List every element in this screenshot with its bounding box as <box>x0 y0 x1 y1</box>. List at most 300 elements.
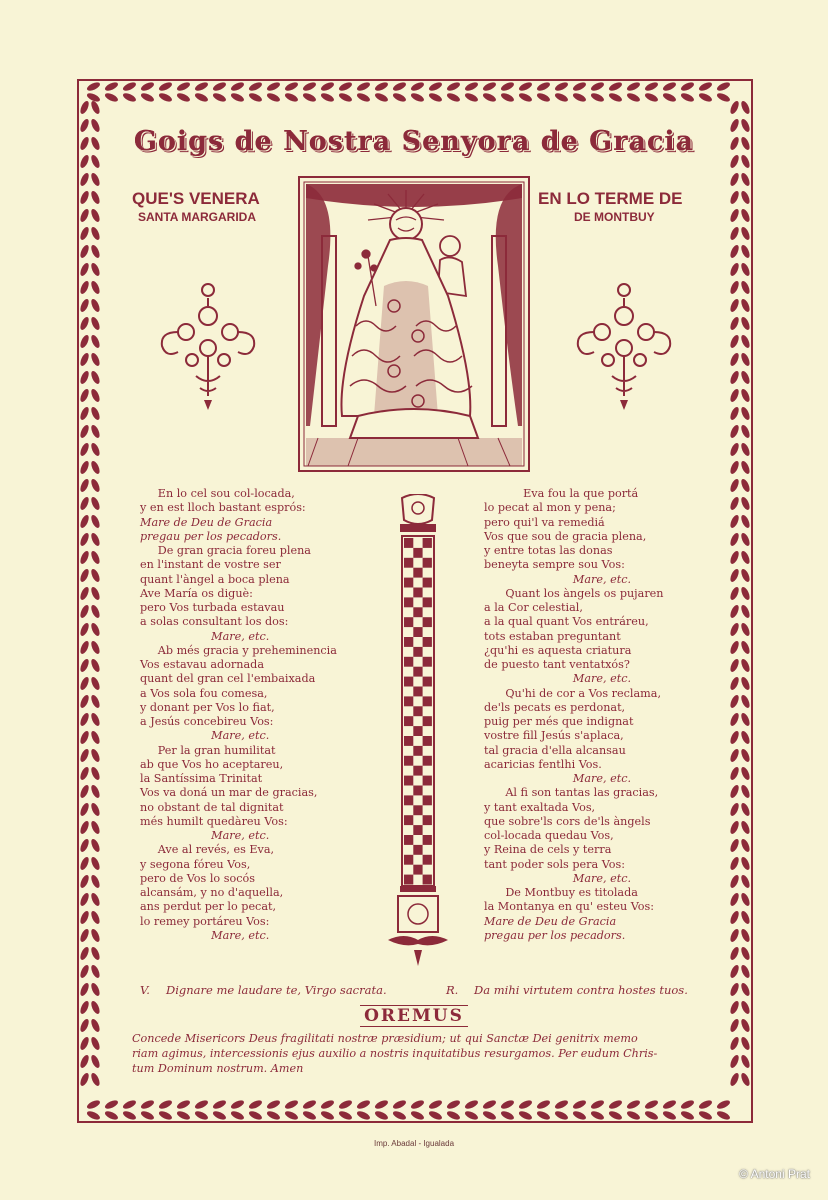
verse-line: Mare, etc. <box>140 729 270 743</box>
pillar-check <box>404 617 413 627</box>
border-leaf <box>518 81 533 104</box>
pillar-check <box>413 706 422 716</box>
verse-line: y en est lloch bastant esprós: <box>140 501 306 515</box>
border-leaf <box>230 81 245 104</box>
verse-line: a Vos sola fou comesa, <box>140 686 268 700</box>
border-leaf <box>410 1099 425 1122</box>
border-leaf <box>729 388 752 403</box>
pillar-check <box>413 607 422 617</box>
prayer-line: tum Dominum nostrum. Amen <box>132 1062 304 1075</box>
pillar-check <box>423 538 432 548</box>
border-leaf <box>608 81 623 104</box>
border-leaf <box>729 262 752 277</box>
border-leaf <box>140 1099 155 1122</box>
border-leaf <box>392 81 407 104</box>
pillar-check <box>404 756 413 766</box>
border-leaf <box>428 1099 443 1122</box>
border-leaf <box>79 190 102 205</box>
border-leaf <box>729 550 752 565</box>
border-leaf <box>729 352 752 367</box>
border-leaf <box>536 1099 551 1122</box>
pillar-check <box>423 677 432 687</box>
ornamental-column-icon <box>388 494 448 969</box>
border-leaf <box>248 81 263 104</box>
border-leaf <box>79 928 102 943</box>
border-leaf <box>729 1036 752 1051</box>
verse-line: ¿qu'hi es aquesta criatura <box>484 643 632 657</box>
border-leaf <box>729 712 752 727</box>
border-leaf <box>446 81 461 104</box>
verse-line: la Santíssima Trinitat <box>140 772 263 785</box>
verse-line: no obstant de tal dignitat <box>140 800 284 814</box>
pillar-check <box>423 815 432 825</box>
border-leaf <box>729 496 752 511</box>
border-leaf <box>729 820 752 835</box>
prayer-line: Concede Misericors Deus fragilitati nostræ præsidium; ut qui Sanctæ Dei genitrix memo <box>132 1032 638 1045</box>
border-leaf <box>729 748 752 763</box>
border-leaf <box>79 352 102 367</box>
border-leaf <box>729 442 752 457</box>
verse-line: En lo cel sou col-locada, <box>140 487 295 500</box>
border-leaf <box>79 298 102 313</box>
border-leaf <box>79 460 102 475</box>
border-leaf <box>320 1099 335 1122</box>
subtitle-left-line2: SANTA MARGARIDA <box>138 210 256 224</box>
verse-line: pero qui'l va remediá <box>484 515 605 529</box>
border-leaf <box>536 81 551 104</box>
border-leaf <box>428 81 443 104</box>
border-leaf <box>122 1099 137 1122</box>
border-leaf <box>158 1099 173 1122</box>
border-leaf <box>79 1072 102 1087</box>
pillar-check <box>404 696 413 706</box>
border-leaf <box>729 730 752 745</box>
border-leaf <box>729 892 752 907</box>
pillar-check <box>423 637 432 647</box>
border-leaf <box>79 802 102 817</box>
right-floral-ornament-icon <box>572 276 676 412</box>
pillar-check <box>423 795 432 805</box>
border-leaf <box>729 910 752 925</box>
border-leaf <box>79 910 102 925</box>
verse-line: de puesto tant ventatxós? <box>484 658 630 671</box>
pillar-check <box>413 865 422 875</box>
left-floral-ornament-icon <box>156 276 260 412</box>
pillar-check <box>404 578 413 588</box>
border-leaf <box>729 964 752 979</box>
border-leaf <box>284 1099 299 1122</box>
border-leaf <box>729 514 752 529</box>
verse-line: tal gracia d'ella alcansau <box>484 743 626 757</box>
verse-line: puig per més que indignat <box>484 715 634 728</box>
pillar-check <box>423 696 432 706</box>
border-leaf <box>729 208 752 223</box>
border-leaf <box>176 81 191 104</box>
border-leaf <box>79 1036 102 1051</box>
pillar-check <box>423 558 432 568</box>
verse-line: lo remey portáreu Vos: <box>140 914 270 928</box>
border-leaf <box>266 81 281 104</box>
border-leaf <box>608 1099 623 1122</box>
verse-line: Mare, etc. <box>140 629 270 643</box>
verse-line: ab que Vos ho aceptareu, <box>140 757 284 771</box>
pillar-check <box>423 597 432 607</box>
verse-line: Ave María os diguè: <box>140 586 253 600</box>
border-leaf <box>554 1099 569 1122</box>
verse-line: ans perdut per lo pecat, <box>140 900 277 914</box>
pillar-check <box>404 677 413 687</box>
border-leaf <box>194 1099 209 1122</box>
verse-line: Mare, etc. <box>484 772 632 785</box>
versicle-r-text: Da mihi virtutem contra hostes tuos. <box>474 983 688 997</box>
border-leaf <box>79 244 102 259</box>
verses-left-column <box>140 487 337 943</box>
border-leaf <box>79 388 102 403</box>
versicle-v-text: Dignare me laudare te, Virgo sacrata. <box>166 983 387 997</box>
border-leaf <box>729 658 752 673</box>
border-leaf <box>662 81 677 104</box>
border-leaf <box>230 1099 245 1122</box>
verse-line: y entre totas las donas <box>484 544 613 557</box>
subtitle-right-line2: DE MONTBUY <box>574 210 655 224</box>
verse-line: Mare, etc. <box>140 928 270 942</box>
pillar-check <box>413 588 422 598</box>
pillar-check <box>423 756 432 766</box>
border-leaf <box>79 748 102 763</box>
border-leaf <box>729 532 752 547</box>
border-leaf <box>729 622 752 637</box>
subtitle-left-line1: QUE'S VENERA <box>132 189 260 208</box>
pillar-check <box>423 578 432 588</box>
border-leaf <box>729 424 752 439</box>
verse-line: a la Cor celestial, <box>484 601 583 614</box>
verse-line: en l'instant de vostre ser <box>140 558 281 572</box>
border-leaf <box>79 856 102 871</box>
border-leaf <box>79 874 102 889</box>
page-title: Goigs de Nostra Senyora de Gracia <box>133 126 695 157</box>
border-leaf <box>122 81 137 104</box>
border-leaf <box>374 81 389 104</box>
verse-line: y Reina de cels y terra <box>484 843 612 857</box>
border-leaf <box>482 81 497 104</box>
border-leaf <box>79 964 102 979</box>
pillar-check <box>413 548 422 558</box>
verse-line: Mare, etc. <box>484 871 632 885</box>
border-leaf <box>212 81 227 104</box>
pillar-check <box>404 538 413 548</box>
border-leaf <box>662 1099 677 1122</box>
border-leaf <box>79 208 102 223</box>
verse-line: De gran gracia foreu plena <box>140 544 311 557</box>
pillar-check <box>404 558 413 568</box>
verse-line: Qu'hi de cor a Vos reclama, <box>484 686 661 700</box>
border-leaf <box>464 81 479 104</box>
verse-line: Vos estavau adornada <box>140 658 264 671</box>
pillar-check <box>423 776 432 786</box>
border-leaf <box>729 100 752 115</box>
pillar-check <box>404 637 413 647</box>
border-leaf <box>590 1099 605 1122</box>
border-leaf <box>729 1054 752 1069</box>
border-leaf <box>79 568 102 583</box>
border-leaf <box>79 478 102 493</box>
border-leaf <box>500 81 515 104</box>
verse-line: lo pecat al mon y pena; <box>484 501 616 515</box>
border-leaf <box>729 586 752 601</box>
pillar-check <box>404 855 413 865</box>
verse-line: col-locada quedau Vos, <box>484 829 614 842</box>
verse-line: Mare de Deu de Gracia <box>140 515 273 529</box>
border-leaf <box>158 81 173 104</box>
prayer-text <box>132 1031 704 1076</box>
border-leaf <box>212 1099 227 1122</box>
pillar-check <box>413 805 422 815</box>
pillar-check <box>404 795 413 805</box>
border-leaf <box>482 1099 497 1122</box>
border-leaf <box>729 172 752 187</box>
pillar-check <box>413 786 422 796</box>
border-leaf <box>79 550 102 565</box>
pillar-check <box>413 746 422 756</box>
pillar-check <box>423 835 432 845</box>
border-leaf <box>729 784 752 799</box>
border-leaf <box>500 1099 515 1122</box>
border-leaf <box>729 838 752 853</box>
pillar-check <box>413 568 422 578</box>
border-leaf <box>79 730 102 745</box>
border-leaf <box>79 604 102 619</box>
border-leaf <box>302 81 317 104</box>
border-leaf <box>79 676 102 691</box>
border-leaf <box>518 1099 533 1122</box>
border-leaf <box>590 81 605 104</box>
border-leaf <box>729 766 752 781</box>
border-leaf <box>729 568 752 583</box>
border-leaf <box>79 982 102 997</box>
pillar-check <box>413 825 422 835</box>
verse-line: Per la gran humilitat <box>140 743 276 757</box>
verse-line: quant l'àngel a boca plena <box>140 572 290 586</box>
border-leaf <box>79 280 102 295</box>
border-leaf <box>79 370 102 385</box>
verse-line: y segona fóreu Vos, <box>140 857 251 871</box>
pillar-check <box>423 716 432 726</box>
verses-right-column <box>484 487 664 943</box>
border-leaf <box>338 1099 353 1122</box>
border-leaf <box>729 1072 752 1087</box>
border-leaf <box>729 280 752 295</box>
border-leaf <box>248 1099 263 1122</box>
verse-line: Ab més gracia y preheminencia <box>140 643 337 657</box>
pillar-check <box>404 776 413 786</box>
border-leaf <box>729 676 752 691</box>
verse-line: Al fi son tantas las gracias, <box>484 786 659 800</box>
verse-line: tots estaban preguntant <box>484 629 621 643</box>
verse-line: a la qual quant Vos entráreu, <box>484 615 649 629</box>
pillar-check <box>404 657 413 667</box>
border-leaf <box>176 1099 191 1122</box>
border-leaf <box>374 1099 389 1122</box>
border-leaf <box>729 478 752 493</box>
border-leaf <box>729 856 752 871</box>
border-leaf <box>729 874 752 889</box>
border-leaf <box>320 81 335 104</box>
border-leaf <box>729 244 752 259</box>
border-leaf <box>464 1099 479 1122</box>
border-leaf <box>79 838 102 853</box>
verse-line: quant del gran cel l'embaixada <box>140 672 316 686</box>
border-leaf <box>104 81 119 104</box>
border-leaf <box>79 766 102 781</box>
border-leaf <box>680 81 695 104</box>
verse-line: Eva fou la que portá <box>484 487 639 500</box>
border-leaf <box>729 316 752 331</box>
border-leaf <box>716 81 731 104</box>
versicle-r-mark: R. <box>446 983 459 997</box>
border-leaf <box>79 316 102 331</box>
pillar-check <box>404 875 413 885</box>
verse-line: pero de Vos lo socós <box>140 871 255 885</box>
border-leaf <box>79 1054 102 1069</box>
verse-line: Vos que sou de gracia plena, <box>484 529 647 543</box>
pillar-check <box>413 766 422 776</box>
border-leaf <box>729 640 752 655</box>
subtitle-right-line1: EN LO TERME DE <box>538 189 683 208</box>
prayer-line: riam agimus, intercessionis ejus auxilio a nostris inquitatibus resurgamos. Per eudum Chris- <box>132 1047 658 1060</box>
border-leaf <box>729 460 752 475</box>
printer-imprint: Imp. Abadal - Igualada <box>373 1139 455 1148</box>
border-leaf <box>79 406 102 421</box>
border-leaf <box>79 640 102 655</box>
border-leaf <box>79 622 102 637</box>
border-leaf <box>446 1099 461 1122</box>
verse-line: Mare, etc. <box>140 829 270 842</box>
border-leaf <box>626 81 641 104</box>
verse-line: pregau per los pecadors. <box>484 928 626 942</box>
border-leaf <box>79 820 102 835</box>
border-leaf <box>79 100 102 115</box>
border-leaf <box>86 1099 101 1122</box>
verse-line: y tant exaltada Vos, <box>484 800 596 814</box>
verse-line: pero Vos turbada estavau <box>140 601 285 614</box>
border-leaf <box>392 1099 407 1122</box>
border-leaf <box>356 81 371 104</box>
border-leaf <box>79 334 102 349</box>
verse-line: a solas consultant los dos: <box>140 615 289 629</box>
virgin-and-child-woodcut-icon <box>298 176 530 472</box>
border-leaf <box>729 928 752 943</box>
versicle-v-mark: V. <box>140 983 150 997</box>
pillar-check <box>423 736 432 746</box>
verse-line: Mare de Deu de Gracia <box>484 914 617 928</box>
pillar-check <box>423 855 432 865</box>
pillar-check <box>413 845 422 855</box>
border-leaf <box>626 1099 641 1122</box>
verse-line: acaricias fentlhi Vos. <box>484 757 602 771</box>
verse-line: que sobre'ls cors de'ls àngels <box>484 814 651 828</box>
border-leaf <box>302 1099 317 1122</box>
verse-line: Vos va doná un mar de gracias, <box>140 786 318 800</box>
verse-line: més humilt quedàreu Vos: <box>140 814 288 828</box>
oremus-label: OREMUS <box>360 1005 468 1027</box>
border-leaf <box>194 81 209 104</box>
border-leaf <box>572 1099 587 1122</box>
border-leaf <box>729 226 752 241</box>
verse-line: Ave al revés, es Eva, <box>140 843 275 857</box>
border-leaf <box>86 81 101 104</box>
verse-line: tant poder sols pera Vos: <box>484 857 626 871</box>
border-leaf <box>79 424 102 439</box>
border-leaf <box>680 1099 695 1122</box>
border-leaf <box>729 370 752 385</box>
pillar-check <box>413 726 422 736</box>
verse-line: alcansám, y no d'aquella, <box>140 886 284 899</box>
border-leaf <box>716 1099 731 1122</box>
border-leaf <box>572 81 587 104</box>
pillar-check <box>423 657 432 667</box>
border-leaf <box>729 982 752 997</box>
verse-line: Mare, etc. <box>484 672 632 686</box>
border-leaf <box>266 1099 281 1122</box>
border-leaf <box>79 712 102 727</box>
verse-line: Mare, etc. <box>484 572 632 586</box>
border-leaf <box>79 532 102 547</box>
border-leaf <box>79 172 102 187</box>
border-leaf <box>729 334 752 349</box>
verse-line: de'ls pecats es perdonat, <box>484 700 626 714</box>
border-leaf <box>729 406 752 421</box>
border-leaf <box>729 694 752 709</box>
border-leaf <box>79 892 102 907</box>
verse-line: De Montbuy es titolada <box>484 886 638 899</box>
pillar-check <box>413 687 422 697</box>
border-leaf <box>79 586 102 601</box>
border-leaf <box>79 658 102 673</box>
border-leaf <box>729 946 752 961</box>
border-leaf <box>79 226 102 241</box>
pillar-check <box>404 815 413 825</box>
border-leaf <box>79 514 102 529</box>
border-leaf <box>338 81 353 104</box>
border-leaf <box>729 802 752 817</box>
pillar-check <box>404 597 413 607</box>
copyright-watermark: © Antoni Prat <box>739 1167 810 1181</box>
border-leaf <box>554 81 569 104</box>
border-leaf <box>356 1099 371 1122</box>
border-leaf <box>698 1099 713 1122</box>
pillar-check <box>423 617 432 627</box>
verse-line: beneyta sempre sou Vos: <box>484 558 625 572</box>
pillar-check <box>404 835 413 845</box>
border-leaf <box>79 262 102 277</box>
border-leaf <box>729 604 752 619</box>
pillar-check <box>413 627 422 637</box>
verse-line: y donant per Vos lo fiat, <box>140 700 275 714</box>
pillar-check <box>404 716 413 726</box>
verse-line: la Montanya en qu' esteu Vos: <box>484 900 655 914</box>
border-leaf <box>79 496 102 511</box>
border-leaf <box>729 190 752 205</box>
verse-line: Quant los àngels os pujaren <box>484 586 664 600</box>
border-leaf <box>79 946 102 961</box>
border-leaf <box>79 784 102 799</box>
border-leaf <box>410 81 425 104</box>
border-leaf <box>698 81 713 104</box>
pillar-check <box>404 736 413 746</box>
pillar-check <box>413 647 422 657</box>
border-leaf <box>644 1099 659 1122</box>
verse-line: a Jesús concebireu Vos: <box>140 715 274 728</box>
